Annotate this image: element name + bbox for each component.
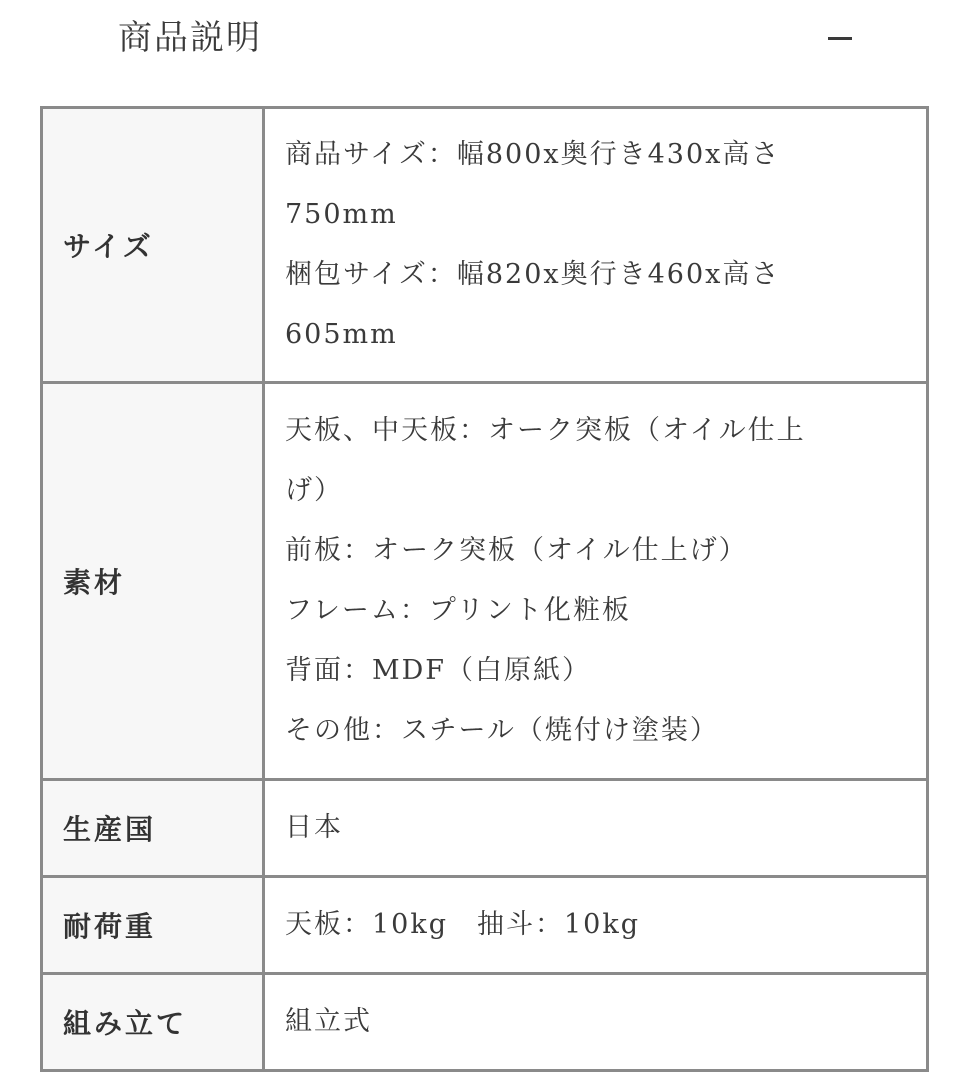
value-line: 組立式	[285, 1006, 372, 1037]
value-line: 背面：MDF（白原紙）	[285, 655, 592, 686]
row-label: 組み立て	[42, 974, 264, 1071]
section-header	[0, 0, 966, 80]
collapse-toggle-button[interactable]	[812, 14, 868, 62]
row-label: サイズ	[42, 108, 264, 383]
table-row	[42, 108, 928, 383]
value-line: 商品サイズ：幅800x奥行き430x高さ	[285, 139, 781, 170]
value-line: 梱包サイズ：幅820x奥行き460x高さ	[285, 259, 781, 290]
row-value	[264, 877, 928, 974]
row-value	[264, 974, 928, 1071]
row-value	[264, 383, 928, 780]
table-row	[42, 974, 928, 1071]
table-row	[42, 877, 928, 974]
row-label: 素材	[42, 383, 264, 780]
value-line: 天板：10kg 抽斗：10kg	[285, 909, 641, 940]
value-line: 605mm	[285, 319, 398, 350]
section-title: 商品説明	[118, 18, 262, 58]
value-line: フレーム：プリント化粧板	[285, 595, 631, 626]
minus-icon	[828, 37, 852, 40]
value-line: 750mm	[285, 199, 398, 230]
row-label: 耐荷重	[42, 877, 264, 974]
row-value	[264, 108, 928, 383]
table-row	[42, 780, 928, 877]
value-line: げ）	[285, 475, 343, 506]
row-label: 生産国	[42, 780, 264, 877]
value-line: 前板：オーク突板（オイル仕上げ）	[285, 535, 748, 566]
table-row	[42, 383, 928, 780]
spec-table	[40, 106, 929, 1072]
value-line: 日本	[285, 812, 343, 843]
value-line: 天板、中天板：オーク突板（オイル仕上	[285, 415, 806, 446]
value-line: その他：スチール（焼付け塗装）	[285, 715, 719, 746]
row-value	[264, 780, 928, 877]
